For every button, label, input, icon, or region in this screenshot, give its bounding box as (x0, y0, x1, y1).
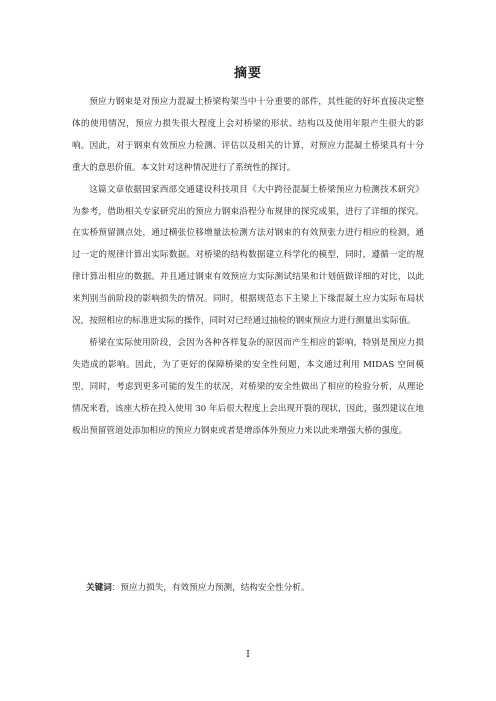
page-title: 摘要 (233, 66, 262, 81)
paragraph: 这篇文章依据国家西部交通建设科技项目《大中跨径混凝土桥梁预应力检测技术研究》为参考，借助相关专家研究出的预应力钢束沿程分布规律的探究成果，进行了详细的探究。在实桥预留测点处，通过横张位移增量法检测方法对钢束的有效预张力进行相应的检测，通过一定的规律计算出实际数据。对桥梁的结构数据建立科学化的模型，同时，遵循一定的规律计算出相应的数据。并且通过钢束有效预应力实际测试结果和计划值做详细的对比，以此来判别当前阶段的影响损失的情况。同时，根据规范态下主梁上下缘混凝土应力实际布局状况，按照相应的标准进实际的操作，同时对已经通过抽检的钢束预应力进行测量出实际值。 (72, 184, 424, 327)
keywords-line (86, 578, 426, 600)
keywords-text: ：预应力损失，有效预应力预测，结构安全性分析。 (111, 583, 310, 593)
page-number: I (246, 650, 250, 660)
paragraph: 桥梁在实际使用阶段，会因为各种各样复杂的原因而产生相应的影响，特别是预应力损失造成的影响。因此，为了更好的保障桥梁的安全性问题，本文通过利用 MIDAS 空间模型，同时，考虑到更多可能的发生的状况，对桥梁的安全性做出了相应的检验分析，从理论情况来看，该座大桥在投入使用 30 年后很大程度上会出现开裂的现状，因此，强烈建议在地板出预留管道处添加相应的预应力钢束或者是增添体外预应力来以此来增强大桥的强度。 (72, 337, 424, 436)
keywords-label: 关键词 (86, 583, 112, 593)
paragraph: 预应力钢束是对预应力混凝土桥梁构架当中十分重要的部件，其性能的好坏直接决定整体的使用情况，预应力损失很大程度上会对桥梁的形状、结构以及使用年限产生很大的影响。因此，对于钢束有效预应力检测、评估以及相关的计算，对预应力混凝土桥梁具有十分重大的意思价值。本文针对这种情况进行了系统性的探讨。 (72, 97, 424, 173)
abstract-body (72, 92, 424, 443)
